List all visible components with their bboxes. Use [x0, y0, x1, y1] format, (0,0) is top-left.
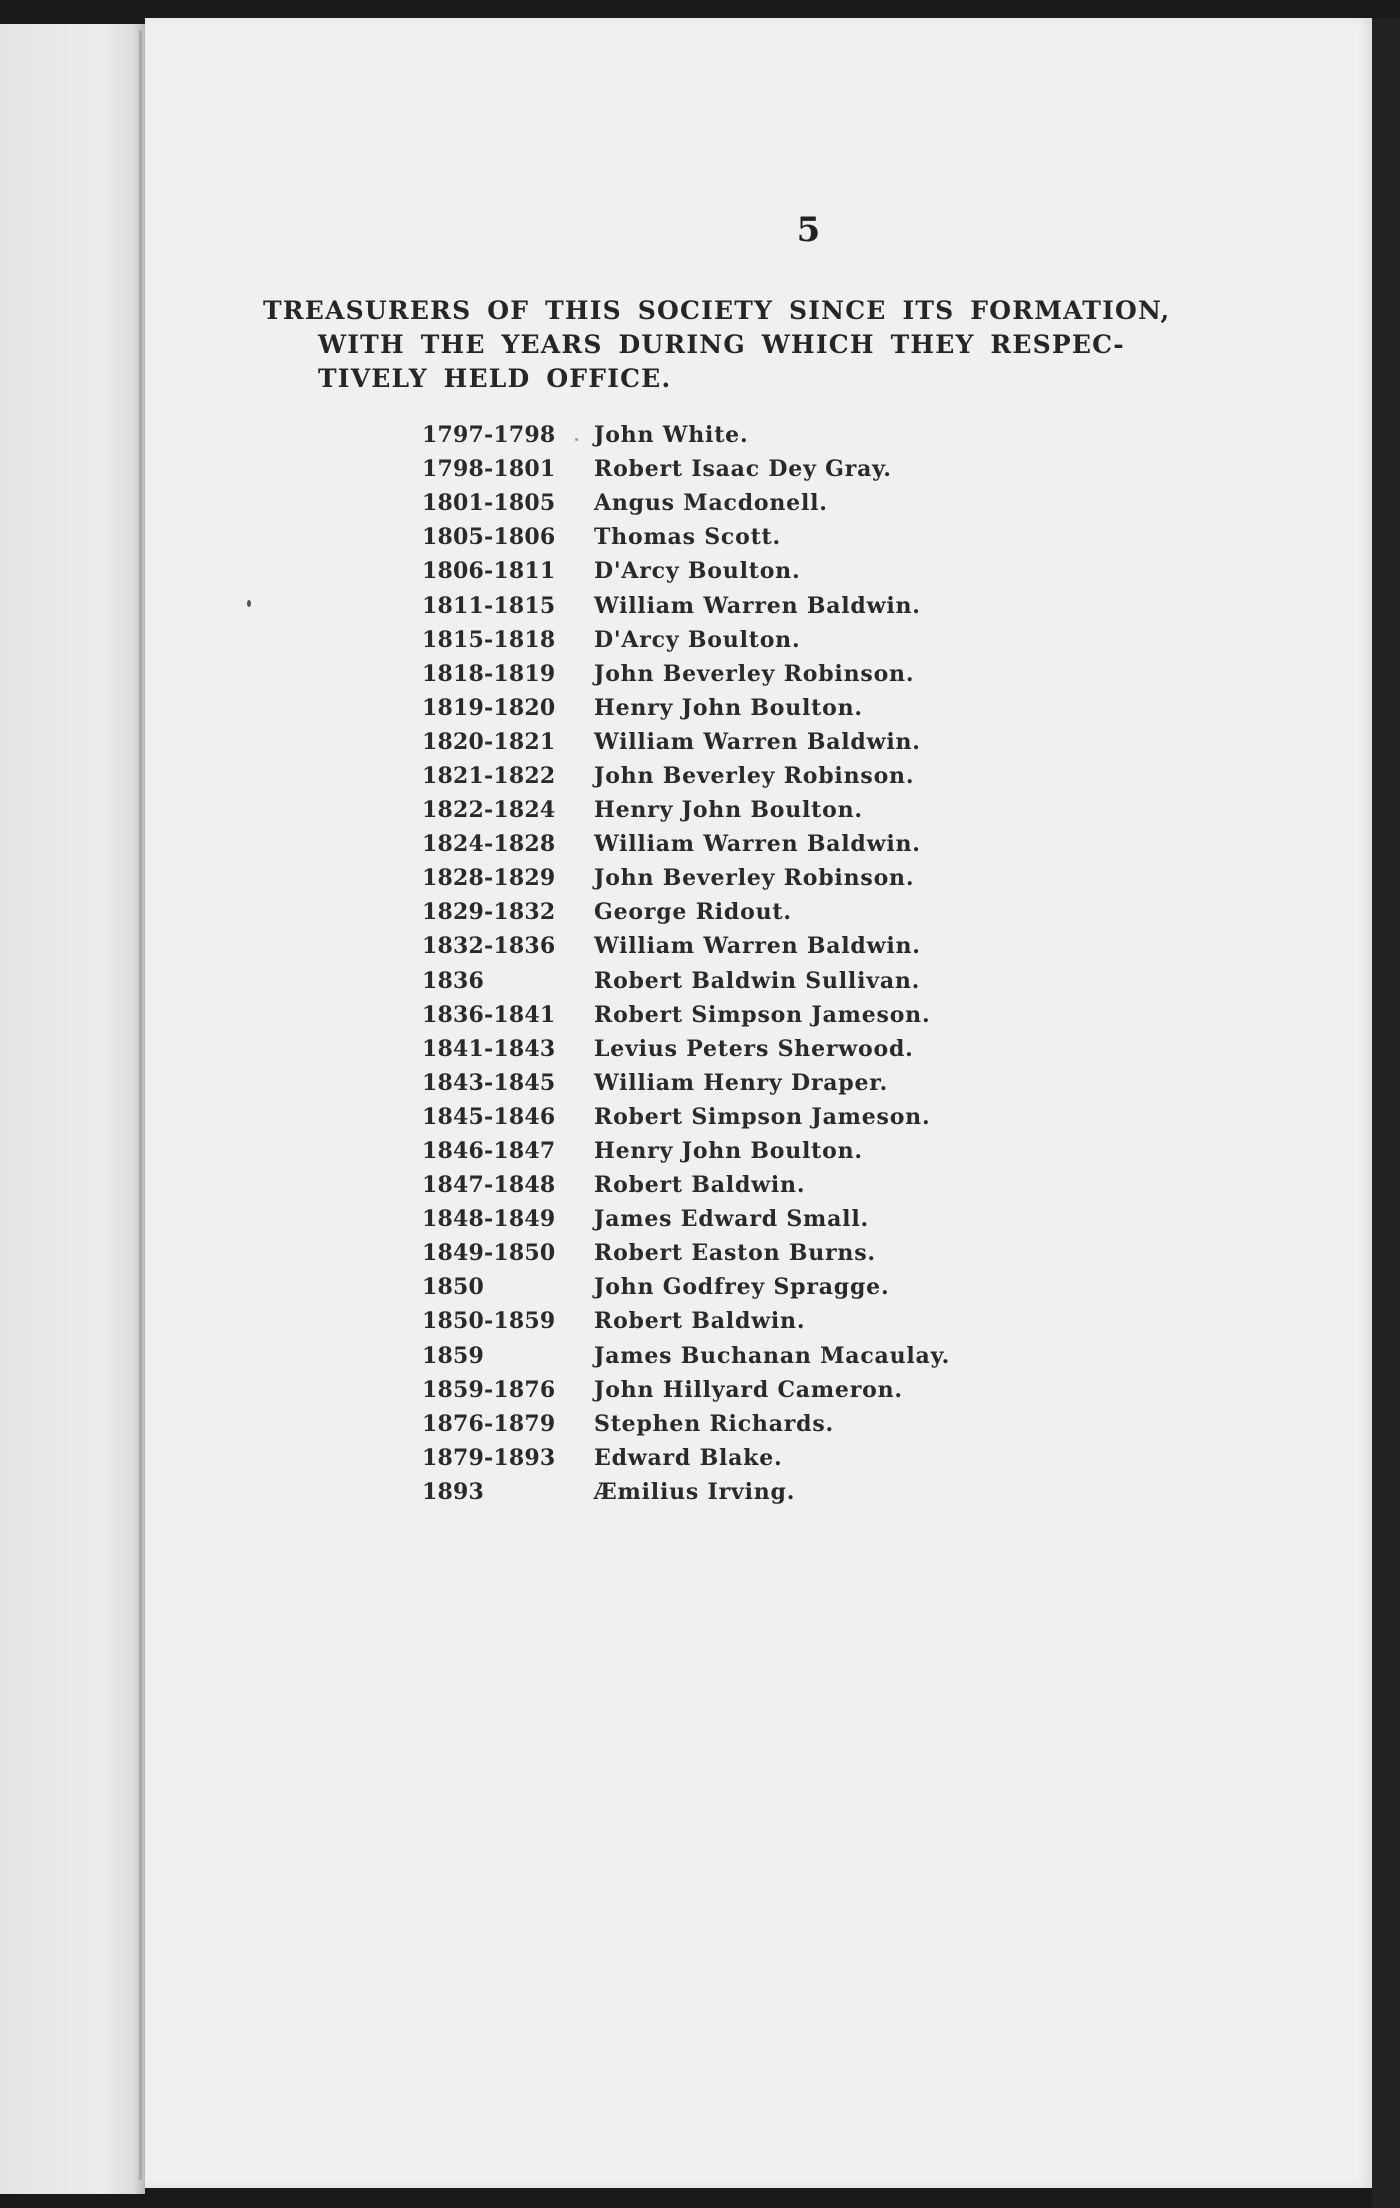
treasurer-name: John White.	[594, 422, 749, 449]
term-years: 1822-1824	[422, 797, 556, 824]
treasurer-name: George Ridout.	[594, 899, 792, 926]
treasurer-name: Angus Macdonell.	[594, 490, 828, 517]
heading-line-3: TIVELY HELD OFFICE.	[318, 364, 672, 393]
treasurer-row	[422, 1066, 1182, 1100]
term-years: 1879-1893	[422, 1444, 556, 1471]
treasurer-name: Henry John Boulton.	[594, 1138, 863, 1165]
treasurer-name: Stephen Richards.	[594, 1410, 834, 1437]
term-years: 1806-1811	[422, 558, 556, 585]
treasurer-name: William Warren Baldwin.	[594, 728, 921, 755]
term-years: 1818-1819	[422, 660, 556, 687]
term-years: 1819-1820	[422, 694, 556, 721]
treasurer-name: Edward Blake.	[594, 1444, 783, 1471]
term-years: 1846-1847	[422, 1138, 556, 1165]
term-years: 1824-1828	[422, 831, 556, 858]
treasurer-name: Levius Peters Sherwood.	[594, 1035, 914, 1062]
treasurer-row	[422, 793, 1182, 827]
treasurer-name: John Beverley Robinson.	[594, 865, 915, 892]
treasurer-name: John Beverley Robinson.	[594, 762, 915, 789]
treasurer-name: James Buchanan Macaulay.	[594, 1342, 951, 1369]
page-number: 5	[796, 210, 821, 250]
term-years: 1849-1850	[422, 1240, 556, 1267]
book-gutter	[138, 30, 143, 2180]
treasurer-row	[422, 998, 1182, 1032]
treasurer-row	[422, 725, 1182, 759]
term-years: 1829-1832	[422, 899, 556, 926]
term-years: 1836-1841	[422, 1001, 556, 1028]
treasurer-row	[422, 1475, 1182, 1509]
treasurer-row	[422, 623, 1182, 657]
facing-page-edge	[0, 24, 145, 2194]
treasurer-name: Robert Easton Burns.	[594, 1240, 876, 1267]
treasurer-name: John Hillyard Cameron.	[594, 1376, 903, 1403]
treasurer-name: William Warren Baldwin.	[594, 933, 921, 960]
treasurer-name: William Henry Draper.	[594, 1069, 889, 1096]
treasurer-row	[422, 1168, 1182, 1202]
term-years: 1843-1845	[422, 1069, 556, 1096]
treasurer-name: Robert Simpson Jameson.	[594, 1103, 931, 1130]
treasurer-row	[422, 1407, 1182, 1441]
treasurer-row	[422, 1032, 1182, 1066]
treasurer-row	[422, 895, 1182, 929]
treasurer-name: Robert Isaac Dey Gray.	[594, 456, 892, 483]
term-years: 1848-1849	[422, 1206, 556, 1233]
term-years: 1876-1879	[422, 1410, 556, 1437]
page-heading	[263, 294, 1313, 396]
term-years: 1805-1806	[422, 524, 556, 551]
treasurer-row	[422, 861, 1182, 895]
term-years: 1893	[422, 1478, 485, 1505]
term-years: 1828-1829	[422, 865, 556, 892]
treasurer-name: D'Arcy Boulton.	[594, 626, 801, 653]
term-years: 1798-1801	[422, 456, 556, 483]
term-years: 1845-1846	[422, 1103, 556, 1130]
term-years: 1801-1805	[422, 490, 556, 517]
treasurer-row	[422, 1441, 1182, 1475]
treasurer-row	[422, 588, 1182, 622]
treasurer-row	[422, 1339, 1182, 1373]
ink-speck	[247, 600, 251, 607]
treasurer-name: Robert Simpson Jameson.	[594, 1001, 931, 1028]
term-years: 1850-1859	[422, 1308, 556, 1335]
treasurer-row	[422, 1304, 1182, 1338]
treasurer-row	[422, 452, 1182, 486]
term-years: 1836	[422, 967, 485, 994]
treasurer-row	[422, 520, 1182, 554]
term-years: 1859	[422, 1342, 485, 1369]
term-years: 1850	[422, 1274, 485, 1301]
treasurer-name: Henry John Boulton.	[594, 694, 863, 721]
page-shadow-edge	[1372, 18, 1400, 2208]
treasurer-row	[422, 1270, 1182, 1304]
treasurer-name: Robert Baldwin.	[594, 1172, 806, 1199]
term-years: 1847-1848	[422, 1172, 556, 1199]
treasurer-name: John Godfrey Spragge.	[594, 1274, 890, 1301]
term-years: 1811-1815	[422, 592, 556, 619]
treasurer-row	[422, 929, 1182, 963]
treasurer-row	[422, 691, 1182, 725]
treasurer-name: Henry John Boulton.	[594, 797, 863, 824]
term-years: 1841-1843	[422, 1035, 556, 1062]
treasurer-row	[422, 759, 1182, 793]
treasurer-row	[422, 1134, 1182, 1168]
treasurer-name: Thomas Scott.	[594, 524, 781, 551]
term-years: 1821-1822	[422, 762, 556, 789]
treasurer-name: D'Arcy Boulton.	[594, 558, 801, 585]
treasurer-row	[422, 486, 1182, 520]
heading-line-2: WITH THE YEARS DURING WHICH THEY RESPEC-	[318, 330, 1125, 359]
treasurer-name: John Beverley Robinson.	[594, 660, 915, 687]
treasurer-row	[422, 657, 1182, 691]
treasurer-row	[422, 964, 1182, 998]
treasurer-row	[422, 554, 1182, 588]
treasurer-name: William Warren Baldwin.	[594, 592, 921, 619]
treasurer-row	[422, 1236, 1182, 1270]
heading-line-1: TREASURERS OF THIS SOCIETY SINCE ITS FORMATION,	[263, 296, 1171, 325]
document-page	[145, 18, 1372, 2188]
treasurer-name: Robert Baldwin Sullivan.	[594, 967, 921, 994]
treasurer-name: Æmilius Irving.	[594, 1478, 796, 1505]
term-years: 1820-1821	[422, 728, 556, 755]
treasurer-name: Robert Baldwin.	[594, 1308, 806, 1335]
treasurer-row	[422, 827, 1182, 861]
treasurer-row	[422, 1373, 1182, 1407]
treasurer-name: James Edward Small.	[594, 1206, 869, 1233]
ink-speck	[575, 438, 578, 441]
term-years: 1859-1876	[422, 1376, 556, 1403]
treasurer-name: William Warren Baldwin.	[594, 831, 921, 858]
term-years: 1815-1818	[422, 626, 556, 653]
treasurer-row	[422, 1100, 1182, 1134]
term-years: 1832-1836	[422, 933, 556, 960]
term-years: 1797-1798	[422, 422, 556, 449]
treasurer-row	[422, 1202, 1182, 1236]
treasurer-list	[422, 418, 1182, 1509]
treasurer-row	[422, 418, 1182, 452]
